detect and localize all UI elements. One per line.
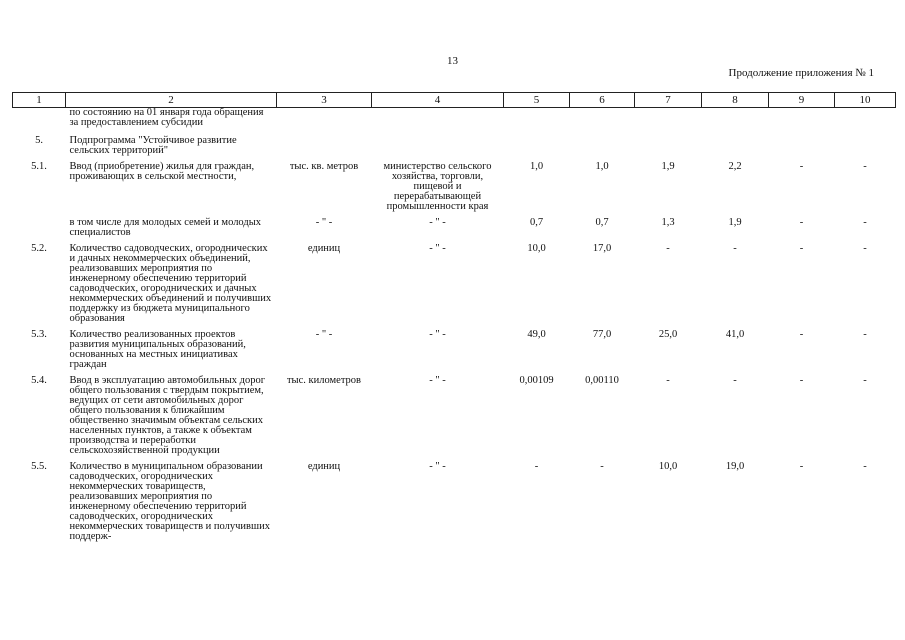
- value-col6: 77,0: [592, 329, 612, 340]
- unit-of-measure: единиц: [307, 243, 341, 254]
- column-header: 3: [277, 93, 372, 108]
- responsible-executor: [372, 128, 504, 156]
- responsible-executor: - " -: [429, 243, 446, 254]
- column-header: 8: [702, 93, 769, 108]
- value-col9: -: [799, 329, 804, 340]
- column-header: 4: [372, 93, 504, 108]
- column-header: 1: [13, 93, 66, 108]
- responsible-executor: - " -: [429, 217, 446, 228]
- column-header: 10: [835, 93, 896, 108]
- value-col6: 1,0: [595, 161, 609, 172]
- column-header: 2: [66, 93, 277, 108]
- value-col9: -: [799, 217, 804, 228]
- row-number: 5.4.: [31, 375, 47, 386]
- value-col5: 0,7: [529, 217, 544, 228]
- responsible-executor: - " -: [429, 375, 446, 386]
- value-col9: -: [799, 243, 804, 254]
- value-col6: 17,0: [592, 243, 612, 254]
- unit-of-measure: [277, 108, 372, 129]
- row-number: 5.3.: [31, 329, 47, 340]
- row-number: 5.2.: [31, 243, 47, 254]
- value-col10: -: [863, 243, 867, 254]
- value-col5: 49,0: [527, 329, 546, 340]
- value-col7: -: [666, 243, 670, 254]
- unit-of-measure: единиц: [307, 461, 341, 472]
- responsible-executor: - " -: [429, 329, 446, 340]
- column-header: 7: [635, 93, 702, 108]
- value-col10: -: [863, 217, 867, 228]
- value-col10: -: [863, 375, 867, 386]
- table-row: [13, 128, 896, 156]
- unit-of-measure: тыс. кв. метров: [289, 161, 359, 172]
- indicators-table: [12, 92, 896, 542]
- value-col10: -: [863, 329, 867, 340]
- value-col8: -: [733, 375, 737, 386]
- table-row: [13, 212, 896, 238]
- value-col9: -: [799, 161, 804, 172]
- value-col5: -: [534, 461, 539, 472]
- value-col6: [570, 128, 635, 156]
- value-col7: 25,0: [658, 329, 678, 340]
- table-row: [13, 324, 896, 370]
- indicator-name: Количество садоводческих, огороднических и дачных некоммерческих объединений, реализовавших мероприятия по инженерному обеспечению территорий садоводческих, огороднических и дачных некоммерческих объединений и получивших поддержку из бюджета муниципального образования: [69, 243, 272, 324]
- table-row: [13, 456, 896, 542]
- value-col7: [635, 128, 702, 156]
- table-row: [13, 238, 896, 324]
- value-col10: -: [863, 461, 867, 472]
- value-col9: -: [799, 375, 804, 386]
- value-col9: -: [799, 461, 804, 472]
- value-col5: [504, 108, 570, 129]
- value-col7: 1,3: [661, 217, 675, 228]
- value-col8: 41,0: [725, 329, 745, 340]
- column-header: 5: [504, 93, 570, 108]
- row-number: 5.5.: [31, 461, 47, 472]
- value-col5: [504, 128, 570, 156]
- page-number: 13: [447, 55, 458, 67]
- responsible-executor: [372, 108, 504, 129]
- unit-of-measure: - " -: [315, 217, 333, 228]
- row-number: [13, 212, 66, 238]
- value-col6: 0,00110: [585, 375, 619, 386]
- value-col5: 1,0: [529, 161, 544, 172]
- row-number: 5.: [35, 135, 43, 146]
- table-row: [13, 370, 896, 456]
- unit-of-measure: - " -: [315, 329, 333, 340]
- value-col9: [769, 108, 835, 129]
- unit-of-measure: тыс. километров: [286, 375, 362, 386]
- value-col8: 2,2: [728, 161, 742, 172]
- responsible-executor: - " -: [429, 461, 446, 472]
- row-number: 5.1.: [31, 161, 47, 172]
- indicator-name: по состоянию на 01 января года обращения за предоставлением субсидии: [69, 107, 264, 128]
- column-header: 9: [769, 93, 835, 108]
- indicator-name: Подпрограмма "Устойчивое развитие сельских территорий": [69, 135, 237, 156]
- appendix-continuation-note: Продолжение приложения № 1: [728, 67, 874, 79]
- value-col8: -: [733, 243, 737, 254]
- indicator-name: в том числе для молодых семей и молодых специалистов: [69, 217, 262, 238]
- value-col6: [570, 108, 635, 129]
- indicator-name: Ввод (приобретение) жилья для граждан, проживающих в сельской местности,: [69, 161, 255, 182]
- value-col6: -: [600, 461, 604, 472]
- row-number: [13, 108, 66, 129]
- indicator-name: Количество в муниципальном образовании садоводческих, огороднических некоммерческих товариществ, реализовавших мероприятия по инженерному обеспечению территорий садоводческих, огороднических некоммерческих товариществ и получивших поддерж-: [69, 461, 270, 542]
- value-col7: [635, 108, 702, 129]
- value-col10: [835, 108, 896, 129]
- column-number-header-row: [13, 93, 896, 108]
- value-col7: -: [666, 375, 670, 386]
- value-col8: [702, 108, 769, 129]
- value-col7: 1,9: [661, 161, 675, 172]
- indicator-name: Ввод в эксплуатацию автомобильных дорог общего пользования с твердым покрытием, ведущих от сети автомобильных дорог общего пользования к ближайшим общественно значимым объектам сельских населенных пунктов, а также к объектам производства и переработки сельскохозяйственной продукции: [69, 375, 266, 456]
- table-row: [13, 156, 896, 212]
- value-col8: [702, 128, 769, 156]
- value-col5: 0,00109: [519, 375, 554, 386]
- responsible-executor: министерство сельского хозяйства, торговли, пищевой и перерабатывающей промышленности края: [383, 161, 492, 212]
- value-col8: 1,9: [728, 217, 742, 228]
- value-col5: 10,0: [527, 243, 546, 254]
- indicator-name: Количество реализованных проектов развития муниципальных образований, основанных на местных инициативах граждан: [69, 329, 246, 370]
- column-header: 6: [570, 93, 635, 108]
- value-col10: -: [863, 161, 867, 172]
- table-row: [13, 108, 896, 129]
- value-col7: 10,0: [658, 461, 678, 472]
- value-col10: [835, 128, 896, 156]
- value-col8: 19,0: [725, 461, 745, 472]
- value-col9: [769, 128, 835, 156]
- value-col6: 0,7: [595, 217, 609, 228]
- unit-of-measure: [277, 128, 372, 156]
